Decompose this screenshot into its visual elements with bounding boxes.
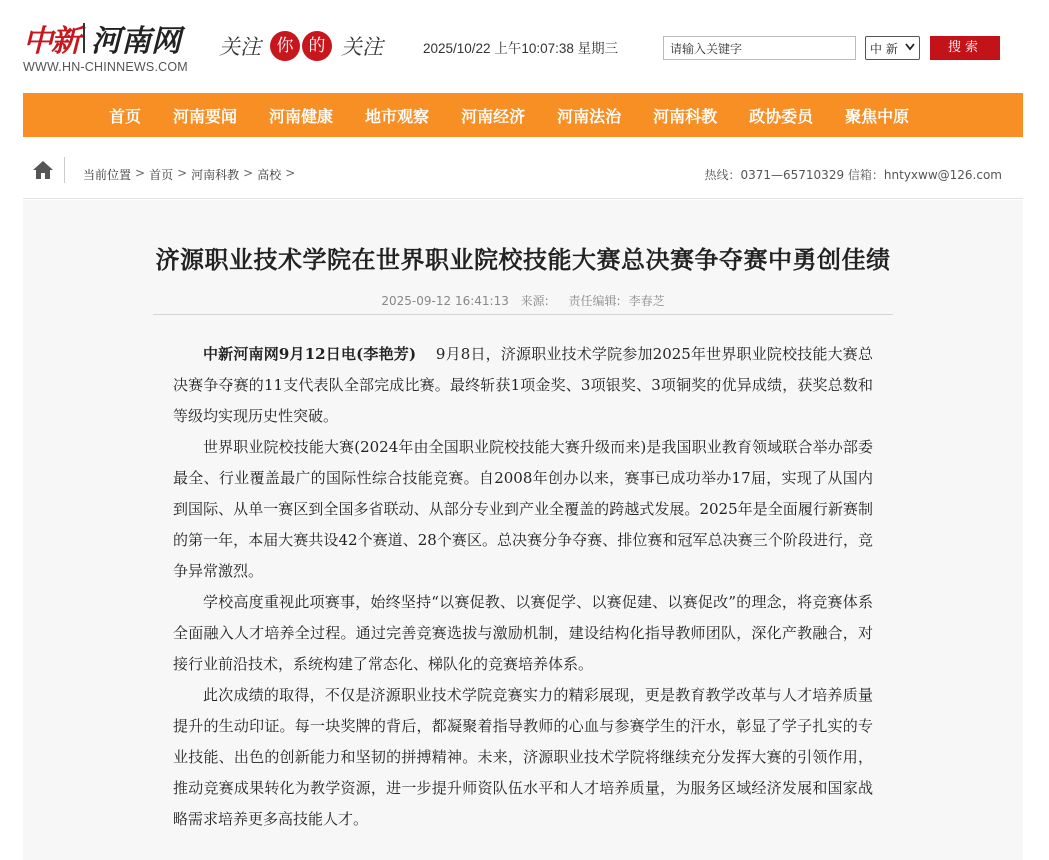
home-icon[interactable] (32, 159, 54, 181)
breadcrumb-item-college[interactable]: 高校 (257, 168, 282, 182)
search-button[interactable]: 搜索 (930, 36, 1000, 60)
breadcrumb-item-edu[interactable]: 河南科教 (191, 168, 240, 182)
nav-item-focus[interactable]: 聚焦中原 (845, 106, 910, 126)
logo-url: WWW.HN-CHINNEWS.COM (23, 60, 188, 74)
search-scope-select[interactable] (865, 36, 920, 60)
logo-divider (83, 23, 85, 53)
article-paragraph: 世界职业院校技能大赛(2024年由全国职业院校技能大赛升级而来)是我国职业教育领域联合举办部委最全、行业覆盖最广的国际性综合技能竞赛。自2008年创办以来，赛事已成功举办17届，实现了从国内到国际、从单一赛区到全国多省联动、从部分专业到产业全覆盖的跨越式发展。2025年是全面履行新赛制的第一年，本届大赛共设42个赛道、28个赛区。总决赛分争夺赛、排位赛和冠军总决赛三个阶段进行，竞争异常激烈。 (173, 438, 873, 580)
nav-list (109, 93, 941, 137)
article-paragraph: 此次成绩的取得，不仅是济源职业技术学院竞赛实力的精彩展现，更是教育教学改革与人才培养质量提升的生动印证。每一块奖牌的背后，都凝聚着指导教师的心血与参赛学生的汗水，彰显了学子扎实的专业技能、出色的创新能力和坚韧的拼搏精神。未来，济源职业技术学院将继续充分发挥大赛的引领作用，推动竞赛成果转化为教学资源，进一步提升师资队伍水平和人才培养质量，为服务区域经济发展和国家战略需求培养更多高技能人才。 (173, 686, 873, 828)
article-paragraph: 中新河南网9月12日电(李艳芳) 9月8日，济源职业技术学院参加2025年世界职业院校技能大赛总决赛争夺赛的11支代表队全部完成比赛。最终斩获1项金奖、3项银奖、3项铜奖的优异成绩，获奖总数和等级均实现历史性突破。 (173, 345, 873, 425)
nav-item-cppcc[interactable]: 政协委员 (749, 106, 814, 126)
article-date: 2025-09-12 16:41:13 (381, 294, 509, 308)
nav-item-henan-health[interactable]: 河南健康 (269, 106, 334, 126)
breadcrumb: 当前位置 > 首页 > 河南科教 > 高校 > (83, 166, 296, 182)
site-header (0, 0, 1049, 93)
article-source-label: 来源: (520, 294, 549, 308)
nav-item-city-watch[interactable]: 地市观察 (365, 106, 430, 126)
nav-item-henan-economy[interactable]: 河南经济 (461, 106, 526, 126)
breadcrumb-item-home[interactable]: 首页 (149, 168, 174, 182)
slogan-part1: 关注 (219, 35, 261, 59)
article-container (23, 200, 1023, 860)
nav-item-henan-edu[interactable]: 河南科教 (653, 106, 718, 126)
article-title: 济源职业技术学院在世界职业院校技能大赛总决赛争夺赛中勇创佳绩 (155, 245, 891, 274)
search-input[interactable] (663, 36, 856, 60)
nav-item-henan-law[interactable]: 河南法治 (557, 106, 622, 126)
contact-info: 热线：0371—65710329 信箱：hntyxww@126.com (704, 168, 1002, 182)
logo-wordmark (23, 18, 188, 58)
article-editor: 李春芝 (628, 294, 665, 308)
slogan-circle-1: 你 (270, 31, 300, 61)
current-datetime: 2025/10/22 上午10:07:38 星期三 (423, 41, 619, 56)
chevron-down-icon (905, 43, 915, 54)
slogan-part2: 关注 (341, 35, 383, 59)
article-paragraph: 学校高度重视此项赛事，始终坚持“以赛促教、以赛促学、以赛促建、以赛促改”的理念，将竞赛体系全面融入人才培养全过程。通过完善竞赛选拔与激励机制，建设结构化指导教师团队，深化产教融合，对接行业前沿技术，系统构建了常态化、梯队化的竞赛培养体系。 (173, 593, 873, 673)
logo-red-text: 中新 (23, 24, 79, 59)
breadcrumb-divider (64, 157, 65, 183)
slogan (219, 28, 383, 64)
article-editor-label: 责任编辑: (568, 294, 621, 308)
slogan-circle-2: 的 (302, 31, 332, 61)
nav-item-home[interactable]: 首页 (109, 106, 142, 126)
logo-black-text: 河南网 (91, 24, 181, 59)
breadcrumb-prefix: 当前位置 (83, 168, 132, 182)
article-lead: 中新河南网9月12日电(李艳芳) (203, 345, 417, 363)
nav-item-henan-news[interactable]: 河南要闻 (173, 106, 238, 126)
article-meta (23, 292, 1023, 309)
breadcrumb-bar (23, 149, 1023, 199)
article-body (173, 339, 873, 835)
title-divider (153, 314, 893, 315)
search-scope-value: 中 新 (870, 41, 898, 56)
site-logo[interactable] (23, 18, 188, 78)
main-nav (23, 93, 1023, 137)
